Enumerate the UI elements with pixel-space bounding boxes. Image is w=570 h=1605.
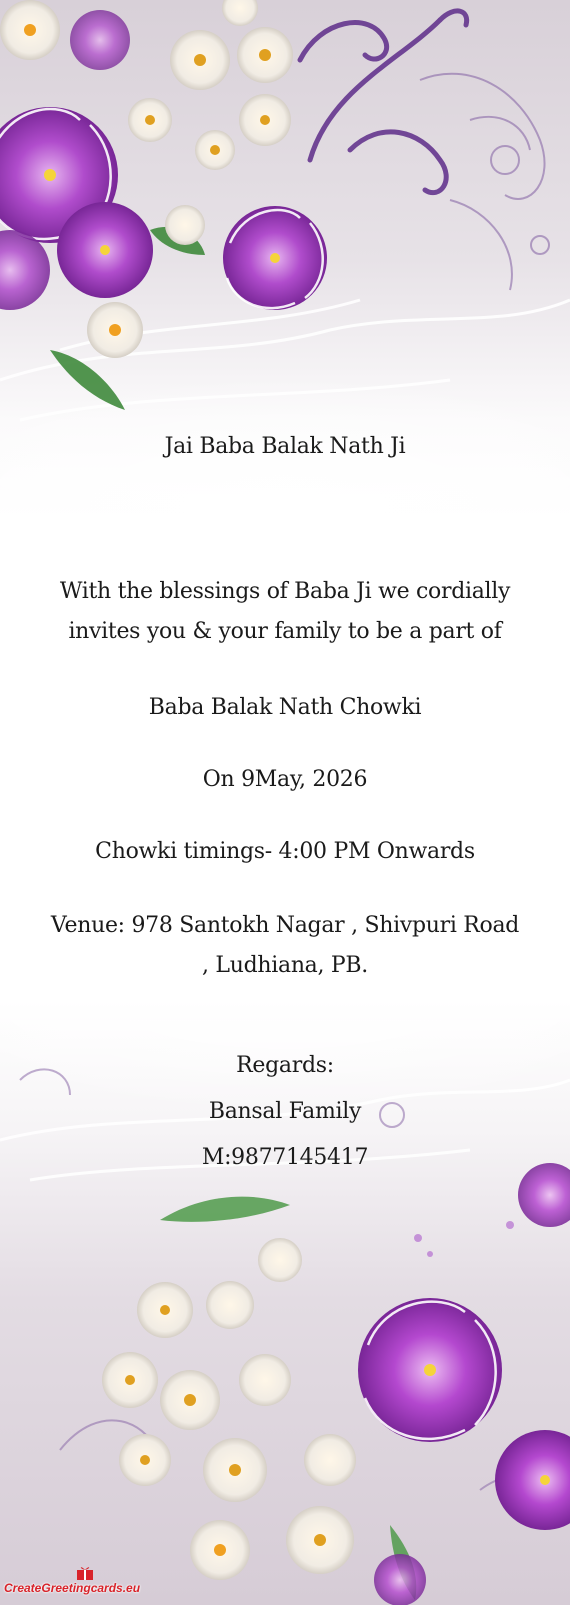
brand-logo[interactable] — [4, 1575, 144, 1601]
event-date: On 9May, 2026 — [202, 767, 368, 792]
host-family-name: Bansal Family — [208, 1099, 362, 1124]
event-name: Baba Balak Nath Chowki — [148, 695, 422, 720]
event-venue: Venue: 978 Santokh Nagar , Shivpuri Road , Ludhiana, PB. — [50, 913, 520, 978]
gift-icon — [76, 1565, 94, 1581]
invitation-message: With the blessings of Baba Ji we cordially invites you & your family to be a part of — [59, 579, 511, 644]
event-timings: Chowki timings- 4:00 PM Onwards — [95, 839, 475, 864]
brand-name: CreateGreetingcards.eu — [4, 1581, 141, 1595]
greeting-line: Jai Baba Balak Nath Ji — [164, 434, 406, 459]
host-phone: M:9877145417 — [201, 1145, 369, 1170]
regards-label: Regards: — [236, 1053, 334, 1078]
